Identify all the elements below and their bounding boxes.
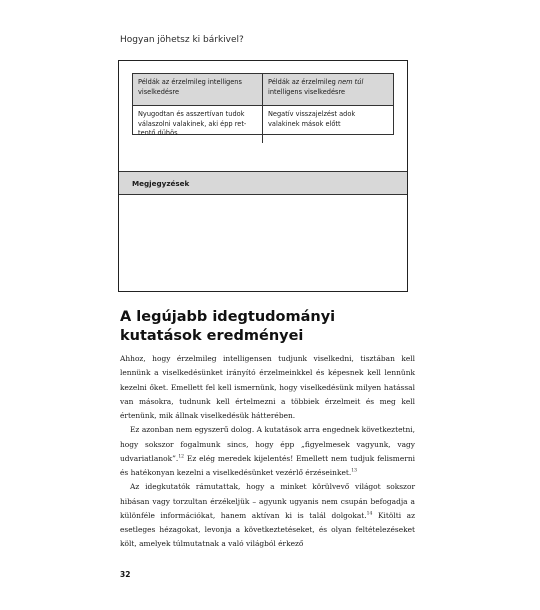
worksheet-box bbox=[118, 60, 408, 292]
table-header-right-emphasis: nem túl bbox=[337, 78, 364, 86]
footnote-ref: 13 bbox=[351, 468, 357, 474]
table-cell-left: Nyugodtan és asszertívan tudok válaszolni valakinek, aki épp rettentő dühös bbox=[133, 106, 263, 143]
running-head: Hogyan jöhetsz ki bárkivel? bbox=[120, 35, 244, 45]
body-text bbox=[120, 352, 415, 552]
table-header-right bbox=[263, 74, 393, 106]
table-header-right-post: intelligens viselkedésre bbox=[268, 87, 346, 96]
paragraph-text: Kitölti az esetleges hézagokat, levonja a következtetéseket, és olyan feltételezéseket költ, amelyek túlmutatnak a való világból érkező bbox=[120, 510, 416, 549]
paragraph-text: Ez azonban nem egyszerű dolog. A kutatások arra engednek következtetni, hogy sokszor fogalmunk sincs, hogy épp „figyelmesek vagyunk, vagy udvariatlanok”. bbox=[120, 425, 415, 463]
examples-table bbox=[132, 73, 394, 135]
paragraph-text: Ez elég meredek kijelentés! Emellett nem tudjuk felismerni és hatékonyan kezelni a viselkedésünket vezérlő érzéseinket. bbox=[120, 453, 415, 477]
table-cell-right: Negatív visszajelzést adok valakinek mások előtt bbox=[268, 110, 356, 128]
paragraph-text: Az idegkutatók rámutattak, hogy a minket körülvevő világot sokszor hibásan vagy torzultan érzékeljük – agyunk ugyanis nem csupán befogadja a különféle információkat, hanem aktívan ki is talál dolgokat. bbox=[120, 482, 415, 520]
footnote-ref: 12 bbox=[178, 454, 185, 460]
footnote-ref: 14 bbox=[366, 511, 373, 517]
page-number: 32 bbox=[120, 570, 131, 579]
table-header-left: Példák az érzelmileg intelligens viselkedésre bbox=[133, 74, 263, 106]
section-title: A legújabb idegtudományi kutatások eredményei bbox=[120, 309, 336, 344]
paragraph bbox=[120, 423, 415, 480]
paragraph bbox=[120, 480, 415, 551]
notes-header: Megjegyzések bbox=[119, 171, 407, 195]
table-header-right-pre: Példák az érzelmileg bbox=[268, 78, 338, 86]
paragraph: Ahhoz, hogy érzelmileg intelligensen tudjunk viselkedni, tisztában kell lennünk a viselkedésünket irányító érzelmeinkkel és képesnek kell lennünk kezelni őket. Emellett fel kell ismernünk, hogy viselkedésünk milyen hatással van másokra, tudnunk kell értelmezni a többiek érzelmeit és meg kell értenünk, mik állnak viselkedésük hátterében. bbox=[120, 354, 415, 420]
